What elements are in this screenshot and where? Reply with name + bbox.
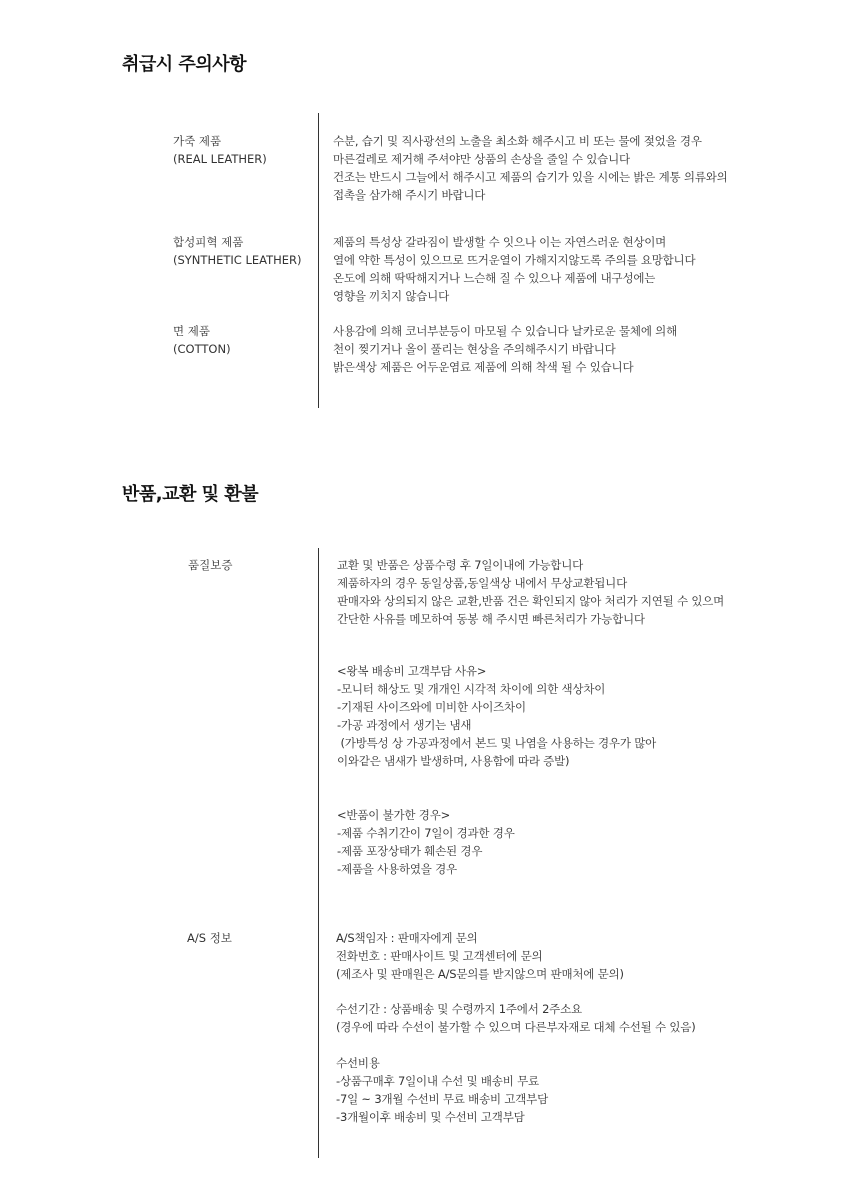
text-line: 교환 및 반품은 상품수령 후 7일이내에 가능합니다 (337, 558, 584, 572)
text-line: 수분, 습기 및 직사광선의 노출을 최소화 해주시고 비 또는 물에 젖었을 경우 (333, 134, 702, 148)
text-shipping-fee-reasons (337, 662, 656, 770)
text-repair-period (336, 1000, 696, 1036)
text-line: 온도에 의해 딱딱해지거나 느슨해 질 수 있으나 제품에 내구성에는 (333, 271, 656, 285)
text-line: 마른걸레로 제거해 주셔야만 상품의 손상을 줄일 수 있습니다 (333, 152, 630, 166)
text-line: -3개월이후 배송비 및 수선비 고객부담 (336, 1110, 525, 1124)
text-repair-cost (336, 1054, 548, 1126)
text-line: -제품 수취기간이 7일이 경과한 경우 (337, 826, 515, 840)
text-line: -7일 ~ 3개월 수선비 무료 배송비 고객부담 (336, 1092, 548, 1106)
text-line: 밝은색상 제품은 어두운염료 제품에 의해 착색 될 수 있습니다 (333, 360, 634, 374)
text-line: -제품 포장상태가 훼손된 경우 (337, 844, 483, 858)
label-line: (COTTON) (173, 342, 231, 356)
text-line: 열에 약한 특성이 있으므로 뜨거운열이 가해지지않도록 주의를 요망합니다 (333, 253, 696, 267)
text-no-return-cases (337, 806, 515, 878)
text-line: <반품이 불가한 경우> (337, 808, 451, 822)
text-line: -기재된 사이즈와에 미비한 사이즈차이 (337, 700, 526, 714)
label-line: (SYNTHETIC LEATHER) (173, 253, 302, 267)
text-line: 건조는 반드시 그늘에서 해주시고 제품의 습기가 있을 시에는 밝은 계통 의류와의 (333, 170, 728, 184)
text-line: <왕복 배송비 고객부담 사유> (337, 664, 487, 678)
section-title-care: 취급시 주의사항 (122, 54, 246, 75)
label-cotton (173, 322, 231, 358)
text-synthetic-leather (333, 233, 695, 305)
text-line: 이와같은 냄새가 발생하며, 사용함에 따라 증발) (337, 754, 570, 768)
text-line: 전화번호 : 판매사이트 및 고객센터에 문의 (336, 949, 543, 963)
text-line: -모니터 해상도 및 개개인 시각적 차이에 의한 색상차이 (337, 682, 606, 696)
label-line: (REAL LEATHER) (173, 152, 267, 166)
text-line: (경우에 따라 수선이 불가할 수 있으며 다른부자재로 대체 수선될 수 있음) (336, 1020, 696, 1034)
text-line: 수선비용 (336, 1056, 380, 1070)
text-as-contact (336, 929, 624, 983)
text-cotton (333, 322, 677, 376)
text-line: 천이 찢기거나 올이 풀리는 현상을 주의해주시기 바랍니다 (333, 342, 616, 356)
label-synthetic-leather (173, 233, 302, 269)
text-line: (제조사 및 판매원은 A/S문의를 받지않으며 판매처에 문의) (336, 967, 624, 981)
text-line: -가공 과정에서 생기는 냄새 (337, 718, 472, 732)
label-quality-guarantee: 품질보증 (188, 558, 233, 572)
section-title-returns: 반품,교환 및 환불 (122, 484, 259, 505)
text-line: A/S책임자 : 판매자에게 문의 (336, 931, 478, 945)
text-line: 사용감에 의해 코너부분등이 마모될 수 있습니다 날카로운 물체에 의해 (333, 324, 678, 338)
text-real-leather (333, 132, 728, 204)
text-line: -상품구매후 7일이내 수선 및 배송비 무료 (336, 1074, 539, 1088)
label-line: 면 제품 (173, 324, 210, 338)
text-line: 수선기간 : 상품배송 및 수령까지 1주에서 2주소요 (336, 1002, 582, 1016)
divider-line-returns (318, 548, 319, 1158)
text-line: (가방특성 상 가공과정에서 본드 및 나염을 사용하는 경우가 많아 (337, 736, 657, 750)
label-as-info: A/S 정보 (187, 931, 232, 945)
text-line: 제품의 특성상 갈라짐이 발생할 수 잇으나 이는 자연스러운 현상이며 (333, 235, 667, 249)
text-line: -제품을 사용하였을 경우 (337, 862, 457, 876)
text-line: 판매자와 상의되지 않은 교환,반품 건은 확인되지 않아 처리가 지연될 수 있으며 (337, 594, 725, 608)
text-line: 제품하자의 경우 동일상품,동일색상 내에서 무상교환됩니다 (337, 576, 627, 590)
text-quality-guarantee (337, 556, 724, 628)
label-line: 가죽 제품 (173, 134, 222, 148)
text-line: 간단한 사유를 메모하여 동봉 해 주시면 빠른처리가 가능합니다 (337, 612, 645, 626)
label-real-leather (173, 132, 267, 168)
label-line: 합성피혁 제품 (173, 235, 244, 249)
text-line: 접촉을 삼가해 주시기 바랍니다 (333, 188, 486, 202)
text-line: 영향을 끼치지 않습니다 (333, 289, 449, 303)
divider-line-care (318, 113, 319, 408)
